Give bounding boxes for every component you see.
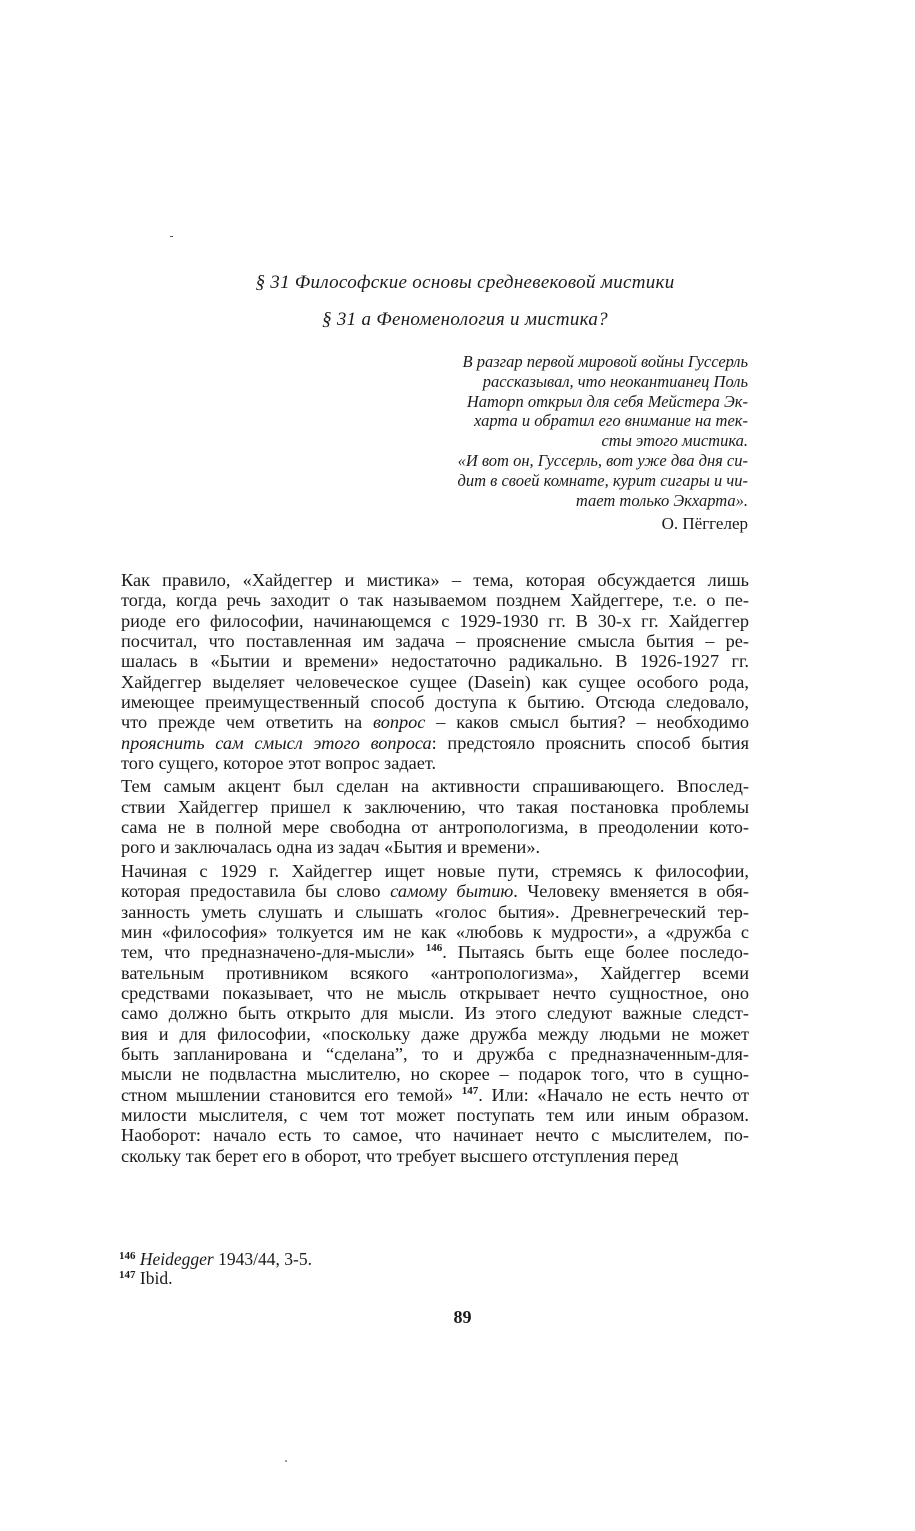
footnote-number: 146 (119, 1250, 136, 1262)
text-line: тогда, когда речь заходит о так называемом позднем Хайдеггере, т.е. о пе- (121, 590, 749, 611)
page-number: 89 (453, 1307, 472, 1327)
text-line: милости мыслителя, с чем тот может поступать тем или иным образом. (121, 1104, 749, 1125)
scan-speck (285, 1460, 287, 1462)
text-line: шалась в «Бытии и времени» недостаточно радикально. В 1926-1927 гг. (121, 651, 749, 672)
epigraph-line: тает только Экхарта». (575, 490, 748, 510)
text-line: риоде его философии, начинающемся с 1929-1930 гг. В 30-х гг. Хайдеггер (121, 610, 749, 631)
text-line: имеющее преимущественный способ доступа к бытию. Отсюда следовало, (121, 692, 749, 713)
scan-speck (170, 236, 173, 237)
epigraph (405, 352, 748, 510)
footnote-text: 1943/44, 3-5. (213, 1249, 312, 1269)
text-line: вательным противником всякого «антропологизма», Хайдеггер всеми (121, 962, 749, 983)
text-line: само должно быть открыто для мысли. Из этого следуют важные следст- (121, 1003, 749, 1024)
epigraph-line: В разгар первой мировой войны Гуссерль (462, 352, 748, 371)
text-line: быть запланирована и “сделана”, то и дружба с предназначенным-для- (121, 1043, 749, 1064)
footnote (119, 1250, 312, 1269)
footnote-author: Heidegger (139, 1249, 214, 1269)
epigraph-author: О. Пёггелер (661, 514, 748, 533)
epigraph-line: сты этого мистика. (601, 431, 748, 451)
epigraph-line: дит в своей комнате, курит сигары и чи- (457, 470, 748, 490)
text-line: Как правило, «Хайдеггер и мистика» – тема, которая обсуждается лишь (121, 570, 749, 590)
footnote-number: 147 (119, 1269, 136, 1281)
text-line: вия и для философии, «поскольку даже дружба между людьми не может (121, 1023, 749, 1044)
epigraph-line: «И вот он, Гуссерль, вот уже два дня си- (457, 450, 748, 470)
text-line: Хайдеггер выделяет человеческое сущее (Dasein) как сущее особого рода, (121, 671, 749, 692)
paragraph (121, 861, 749, 1166)
text-line: скольку так берет его в оборот, что требует высшего отступления перед (121, 1145, 679, 1166)
text-line: которая предоставила бы слово самому бытию. Человеку вменяется в обя- (121, 881, 749, 902)
section-heading: § 31 Философские основы средневековой мистики (255, 272, 675, 293)
paragraph (121, 776, 749, 857)
epigraph-line: Наторп открыл для себя Мейстера Эк- (466, 391, 748, 411)
text-line: мин «философия» толкуется им не как «любовь к мудрости», а «дружба с (121, 921, 749, 942)
footnote (119, 1269, 312, 1288)
epigraph-line: харта и обратил его внимание на тек- (474, 411, 748, 431)
footnotes (119, 1250, 312, 1288)
text-line: что прежде чем ответить на вопрос – каков смысл бытия? – необходимо (121, 712, 749, 733)
epigraph-line: рассказывал, что неокантианец Поль (482, 371, 748, 391)
text-line: сама не в полной мере свободна от антропологизма, в преодолении кото- (121, 817, 749, 838)
text-line: занность уметь слушать и слышать «голос бытия». Древнегреческий тер- (121, 901, 749, 922)
paragraph (121, 570, 749, 773)
text-line: Тем самым акцент был сделан на активности спрашивающего. Впослед- (121, 776, 749, 797)
text-line: рого и заключалась одна из задач «Бытия и времени». (121, 837, 541, 858)
subsection-heading: § 31 a Феноменология и мистика? (322, 309, 608, 330)
text-line: Наоборот: начало есть то самое, что начинает нечто с мыслителем, по- (121, 1125, 749, 1146)
text-line: средствами показывает, что не мысль открывает нечто сущностное, оно (121, 982, 749, 1003)
text-line: того сущего, которое этот вопрос задает. (121, 753, 437, 774)
text-line: Начиная с 1929 г. Хайдеггер ищет новые пути, стремясь к философии, (121, 860, 749, 881)
text-line: посчитал, что поставленная им задача – прояснение смысла бытия – ре- (121, 631, 749, 652)
text-line: ствии Хайдеггер пришел к заключению, что такая постановка проблемы (121, 796, 749, 817)
text-line: тем, что предназначено-для-мысли» $^{146}$. Пытаясь быть еще более последо- (121, 942, 749, 963)
text-line: мысли не подвластна мыслителю, но скорее – подарок того, что в сущно- (121, 1064, 749, 1085)
footnote-text: Ibid. (139, 1268, 173, 1288)
body-text (121, 570, 749, 1166)
text-line: стном мышлении становится его темой» $^{147}$. Или: «Начало не есть нечто от (121, 1084, 749, 1105)
text-line: прояснить сам смысл этого вопроса: предстояло прояснить способ бытия (121, 732, 749, 753)
